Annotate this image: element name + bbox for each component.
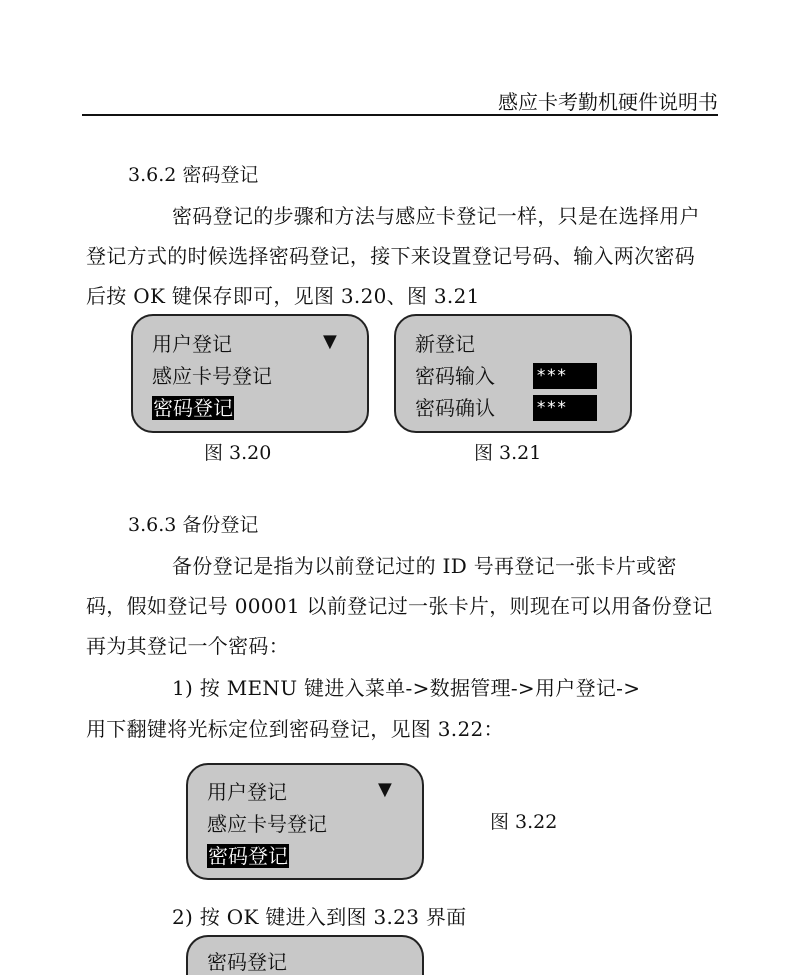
section-362-heading: 3.6.2 密码登记 (128, 164, 259, 186)
document-header-title: 感应卡考勤机硬件说明书 (498, 90, 718, 114)
lcd-screen-fig-321 (394, 314, 632, 433)
section-363-line-1: 备份登记是指为以前登记过的 ID 号再登记一张卡片或密 (172, 554, 677, 578)
lcd-screen-fig-323 (186, 935, 424, 975)
caption-fig-320: 图 3.20 (204, 442, 272, 464)
section-363-line-2: 码，假如登记号 00001 以前登记过一张卡片，则现在可以用备份登记 (86, 594, 713, 618)
lcd-screen-fig-320 (131, 314, 369, 433)
menu-item-user-register: 用户登记 (207, 780, 287, 804)
step-1-line-2: 用下翻键将光标定位到密码登记，见图 3.22： (86, 717, 504, 741)
section-362-line-1: 密码登记的步骤和方法与感应卡登记一样，只是在选择用户 (172, 204, 700, 228)
header-divider (82, 114, 718, 116)
section-363-line-3: 再为其登记一个密码： (86, 634, 289, 658)
caption-fig-321: 图 3.21 (474, 442, 542, 464)
menu-item-password-register-selected: 密码登记 (208, 844, 288, 868)
menu-item-password-register-selected: 密码登记 (153, 396, 233, 420)
menu-item-user-register: 用户登记 (152, 332, 232, 356)
caption-fig-322: 图 3.22 (490, 811, 558, 833)
lcd-screen-fig-322 (186, 763, 424, 880)
menu-item-card-register: 感应卡号登记 (152, 364, 272, 388)
password-confirm-value: *** (533, 395, 597, 421)
scroll-down-arrow-icon: ▼ (323, 331, 337, 352)
section-362-line-2: 登记方式的时候选择密码登记，接下来设置登记号码、输入两次密码 (86, 244, 695, 268)
section-362-line-3: 后按 OK 键保存即可，见图 3.20、图 3.21 (86, 284, 480, 308)
menu-item-card-register: 感应卡号登记 (207, 812, 327, 836)
password-input-label: 密码输入 (415, 364, 495, 388)
screen-title-new-register: 新登记 (415, 332, 475, 356)
screen-title-password-register: 密码登记 (207, 950, 287, 974)
password-confirm-label: 密码确认 (415, 396, 495, 420)
password-input-value: *** (533, 363, 597, 389)
section-363-heading: 3.6.3 备份登记 (128, 514, 259, 536)
step-2-line: 2) 按 OK 键进入到图 3.23 界面 (172, 905, 467, 929)
step-1-line-1: 1) 按 MENU 键进入菜单->数据管理->用户登记-> (172, 676, 641, 700)
scroll-down-arrow-icon: ▼ (378, 779, 392, 800)
